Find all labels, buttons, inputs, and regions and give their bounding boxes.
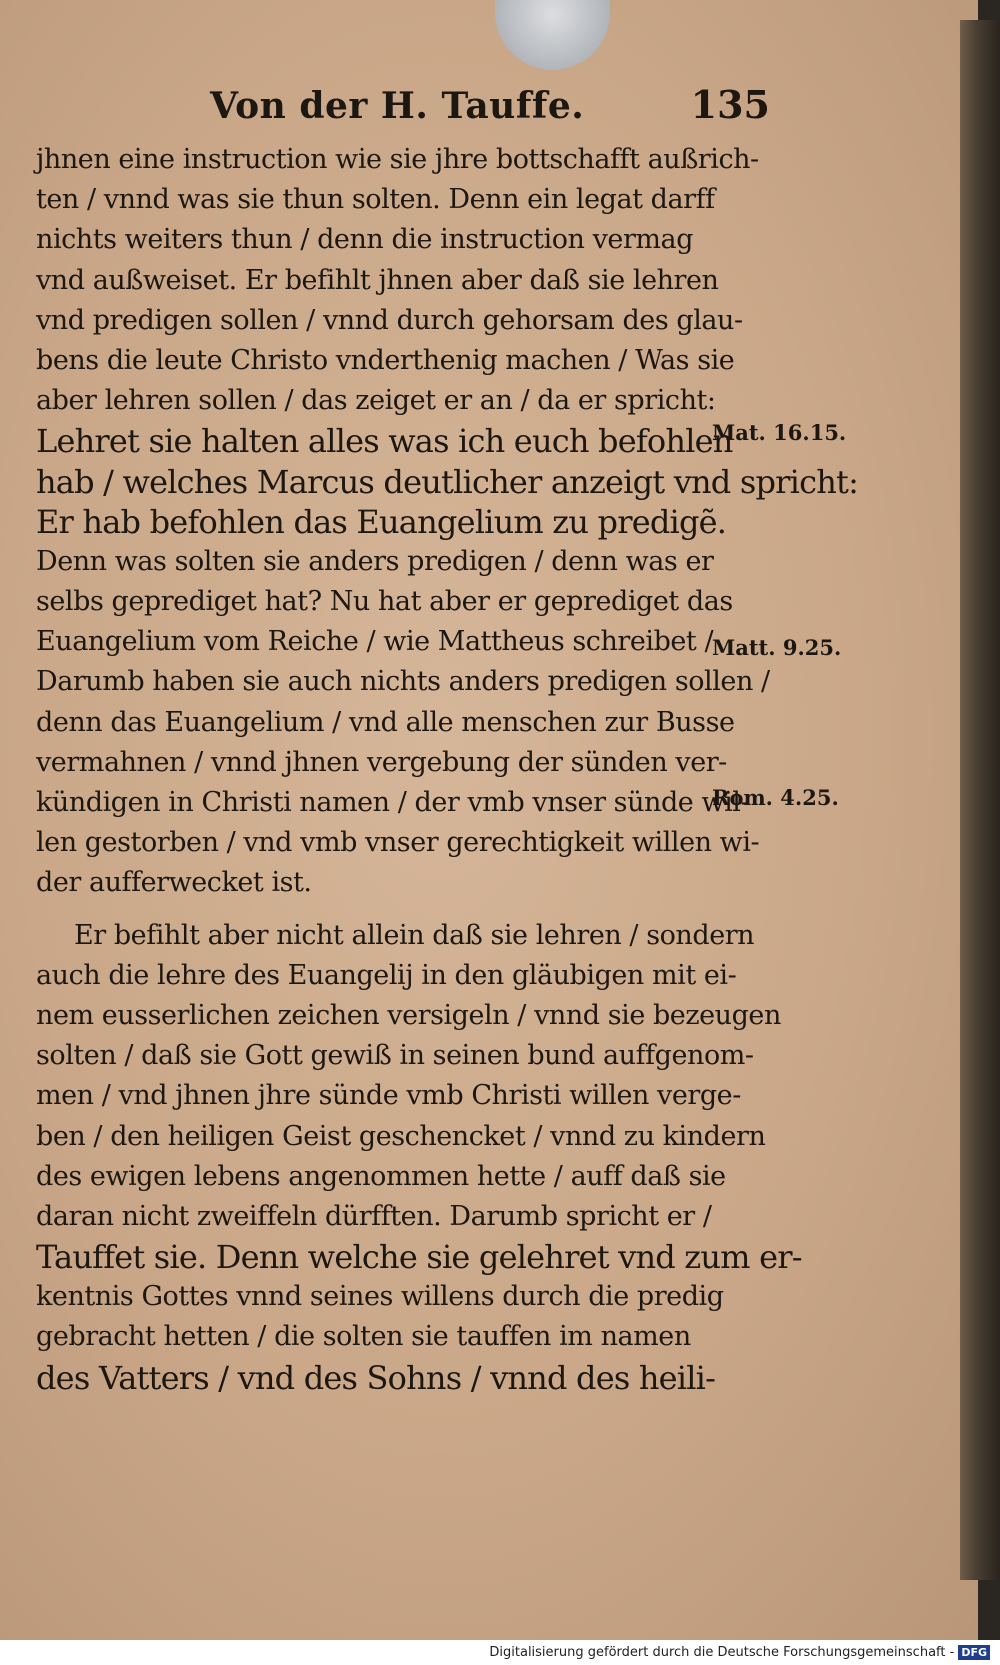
text-line: Er hab befohlen das Euangelium zu predigẽ. xyxy=(36,502,727,541)
text-line: kündigen in Christi namen / der vmb vnser sünde wil- xyxy=(36,787,750,818)
text-line: nichts weiters thun / denn die instruction vermag xyxy=(36,224,694,256)
page-number: 135 xyxy=(690,82,770,127)
text-line: Er befihlt aber nicht allein daß sie lehren / sondern xyxy=(74,919,755,951)
text-line: kentnis Gottes vnnd seines willens durch die predig xyxy=(36,1281,724,1313)
text-line: daran nicht zweiffeln dürfften. Darumb spricht er / xyxy=(36,1200,712,1232)
text-line: solten / daß sie Gott gewiß in seinen bund auffgenom- xyxy=(36,1040,754,1072)
text-line: selbs geprediget hat? Nu hat aber er geprediget das xyxy=(36,586,733,618)
text-line: hab / welches Marcus deutlicher anzeigt vnd spricht: xyxy=(36,462,859,501)
text-line: jhnen eine instruction wie sie jhre bottschafft außrich- xyxy=(36,144,759,175)
text-line: des ewigen lebens angenommen hette / auff daß sie xyxy=(36,1160,726,1192)
text-line: Denn was solten sie anders predigen / denn was er xyxy=(36,545,714,577)
dfg-logo: DFG xyxy=(958,1645,990,1660)
text-line: der aufferwecket ist. xyxy=(36,867,312,899)
text-line: Darumb haben sie auch nichts anders predigen sollen / xyxy=(36,666,770,698)
text-line: denn das Euangelium / vnd alle menschen zur Busse xyxy=(36,706,735,738)
text-line: vermahnen / vnnd jhnen vergebung der sünden ver- xyxy=(36,746,727,778)
margin-note: Matt. 9.25. xyxy=(712,635,842,660)
text-line: len gestorben / vnd vmb vnser gerechtigkeit willen wi- xyxy=(36,827,760,859)
digitization-footer xyxy=(0,1640,1000,1665)
text-line: des Vatters / vnd des Sohns / vnnd des heili- xyxy=(36,1358,716,1397)
text-line: ben / den heiligen Geist geschencket / vnnd zu kindern xyxy=(36,1120,766,1152)
text-line: auch die lehre des Euangelij in den gläubigen mit ei- xyxy=(36,959,737,991)
text-line: Lehret sie halten alles was ich euch befohlen xyxy=(36,422,733,461)
footer-credit: Digitalisierung gefördert durch die Deutsche Forschungsgemeinschaft - xyxy=(489,1645,955,1660)
text-line: nem eusserlichen zeichen versigeln / vnnd sie bezeugen xyxy=(36,999,781,1031)
text-line: aber lehren sollen / das zeiget er an / da er spricht: xyxy=(36,385,716,417)
text-line: vnd außweiset. Er befihlt jhnen aber daß sie lehren xyxy=(36,264,719,296)
margin-note: Mat. 16.15. xyxy=(712,420,847,445)
running-header xyxy=(210,82,770,142)
text-line: bens die leute Christo vnderthenig machen / Was sie xyxy=(36,344,735,376)
text-line: men / vnd jhnen jhre sünde vmb Christi willen verge- xyxy=(36,1080,741,1112)
text-line: Euangelium vom Reiche / wie Mattheus schreibet / xyxy=(36,626,714,658)
text-line: gebracht hetten / die solten sie tauffen im namen xyxy=(36,1321,691,1353)
text-line: Tauffet sie. Denn welche sie gelehret vnd zum er- xyxy=(36,1238,802,1277)
page-edge xyxy=(960,20,1000,1580)
text-line: vnd predigen sollen / vnnd durch gehorsam des glau- xyxy=(36,304,743,336)
margin-note: Rom. 4.25. xyxy=(712,785,839,810)
text-line: ten / vnnd was sie thun solten. Denn ein legat darff xyxy=(36,184,715,216)
running-title: Von der H. Tauffe. xyxy=(210,85,585,127)
